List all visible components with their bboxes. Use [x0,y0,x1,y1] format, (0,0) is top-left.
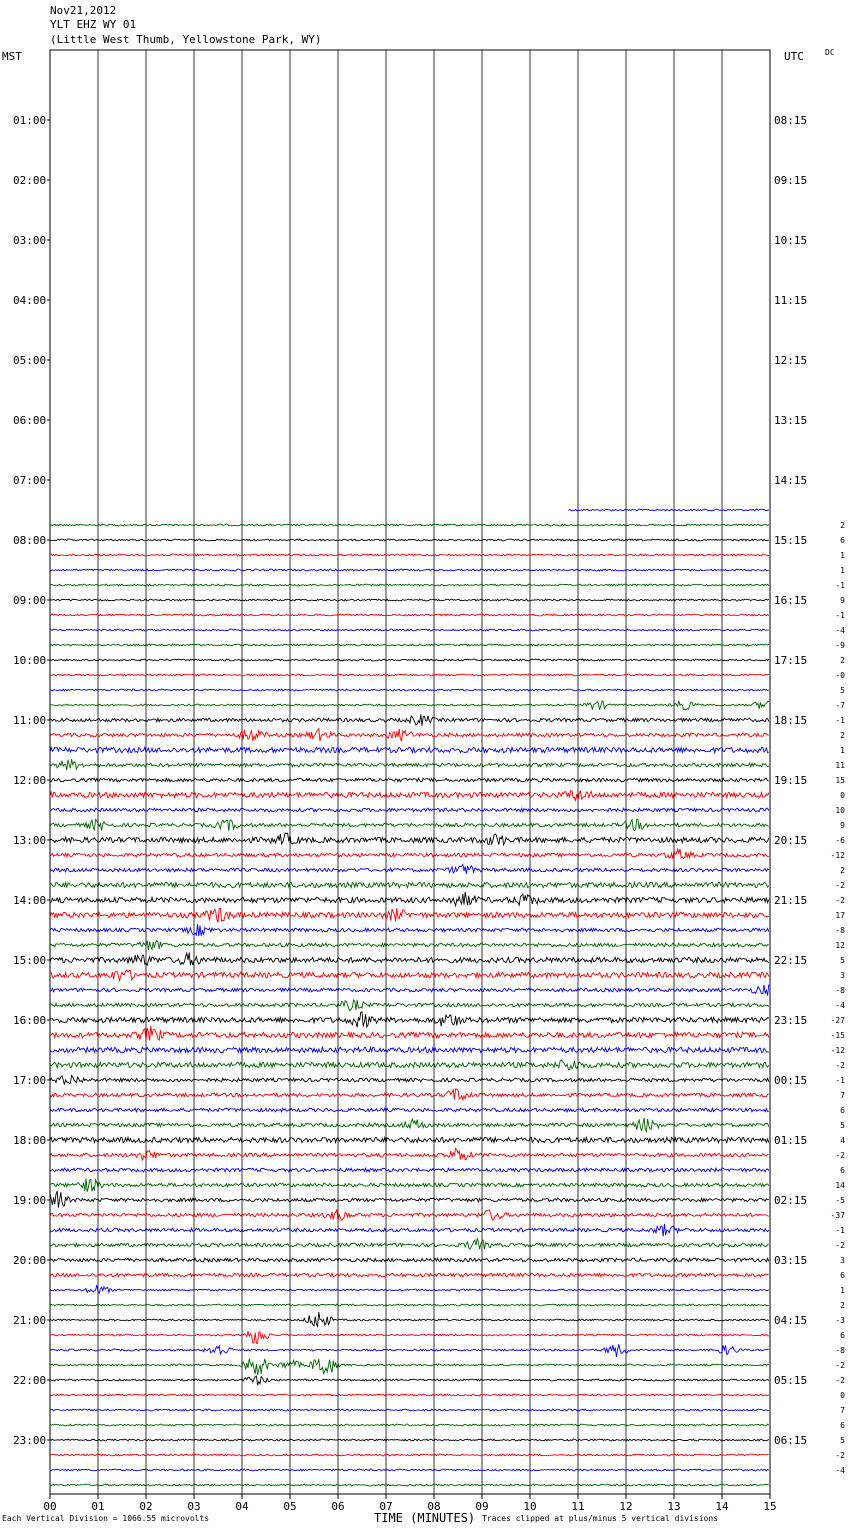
dc-offset-label: 6 [840,1331,845,1340]
seismic-trace-red [50,908,769,923]
seismic-trace-green [50,882,769,887]
left-hour-label: 23:00 [13,1434,47,1447]
left-hour-label: 06:00 [13,414,47,427]
dc-offset-label: 0 [840,791,845,800]
dc-offset-label: 4 [840,1136,845,1145]
right-hour-label: 01:15 [774,1134,808,1147]
left-hour-label: 08:00 [13,534,47,547]
seismic-trace-black [50,1376,769,1385]
dc-offset-label: 2 [840,731,845,740]
seismic-trace-black [50,1012,769,1027]
dc-offset-label: -4 [835,626,845,635]
chart-station-title: YLT EHZ WY 01 [50,18,137,31]
seismic-trace-red [50,1209,769,1221]
seismic-trace-red [50,1273,769,1277]
right-hour-label: 05:15 [774,1374,808,1387]
left-hour-label: 02:00 [13,174,47,187]
right-hour-label: 04:15 [774,1314,808,1327]
x-tick-label: 07 [379,1500,393,1513]
dc-offset-label: 1 [840,746,845,755]
right-hour-label: 03:15 [774,1254,808,1267]
right-hour-label: 20:15 [774,834,808,847]
right-hour-label: 09:15 [774,174,808,187]
left-hour-label: 12:00 [13,774,47,787]
dc-offset-label: 5 [840,956,845,965]
dc-offset-label: -5 [835,1196,845,1205]
right-hour-label: 17:15 [774,654,808,667]
dc-offset-label: 6 [840,1166,845,1175]
dc-offset-label: -4 [835,1001,845,1010]
right-axis-label: UTC [784,50,804,63]
dc-offset-label: 2 [840,521,845,530]
dc-offset-label: 3 [840,971,845,980]
right-hour-label: 18:15 [774,714,808,727]
dc-label: DC [825,48,835,57]
left-hour-label: 10:00 [13,654,47,667]
dc-offset-label: 9 [840,821,845,830]
seismic-trace-green [50,524,769,526]
seismic-trace-green [50,819,769,831]
dc-offset-label: 6 [840,1106,845,1115]
dc-offset-label: 7 [840,1091,845,1100]
dc-offset-label: -7 [835,701,845,710]
right-hour-label: 16:15 [774,594,808,607]
seismic-trace-blue [50,747,769,752]
dc-offset-label: 6 [840,1421,845,1430]
seismic-trace-red [50,729,769,742]
seismic-trace-green [50,1179,769,1192]
dc-offset-label: 2 [840,866,845,875]
seismic-trace-red [50,1331,769,1343]
dc-offset-label: -8 [835,1346,845,1355]
x-tick-label: 12 [619,1500,633,1513]
seismic-trace-red [50,849,769,859]
right-hour-label: 02:15 [774,1194,808,1207]
right-hour-label: 22:15 [774,954,808,967]
x-tick-label: 03 [187,1500,201,1513]
seismic-trace-black [50,833,769,845]
dc-offset-label: -2 [835,1451,845,1460]
dc-offset-label: -1 [835,716,845,725]
dc-offset-label: 1 [840,551,845,560]
x-tick-label: 01 [91,1500,105,1513]
seismic-trace-black [50,539,769,541]
dc-offset-label: -2 [835,896,845,905]
left-hour-label: 13:00 [13,834,47,847]
seismic-trace-red [50,1454,769,1456]
chart-date: Nov21,2012 [50,4,117,17]
seismic-trace-blue [50,1047,769,1052]
left-hour-label: 04:00 [13,294,47,307]
seismic-trace-green [50,1424,769,1426]
x-tick-label: 05 [283,1500,297,1513]
seismic-trace-green [50,1118,769,1132]
dc-offset-label: -2 [835,881,845,890]
seismic-trace-red [50,554,769,556]
seismic-trace-green [50,941,769,951]
seismic-trace-red [50,674,769,676]
seismic-trace-blue [50,1224,769,1237]
right-hour-label: 12:15 [774,354,808,367]
left-hour-label: 20:00 [13,1254,47,1267]
left-hour-label: 17:00 [13,1074,47,1087]
seismic-trace-blue [50,924,769,936]
seismic-trace-blue [50,629,769,631]
dc-offset-label: -2 [835,1061,845,1070]
dc-offset-label: 5 [840,1121,845,1130]
seismic-trace-blue [50,808,769,812]
seismic-trace-black [50,659,769,661]
x-axis-label: TIME (MINUTES) [374,1511,476,1525]
x-tick-label: 09 [475,1500,489,1513]
dc-offset-label: -2 [835,1241,845,1250]
seismic-trace-blue [50,865,769,874]
seismic-trace-red [50,1026,769,1041]
dc-offset-label: 7 [840,1406,845,1415]
dc-offset-label: -9 [835,641,845,650]
dc-offset-label: 6 [840,536,845,545]
left-hour-label: 19:00 [13,1194,47,1207]
dc-offset-label: 2 [840,656,845,665]
dc-offset-label: 14 [835,1181,845,1190]
x-tick-label: 06 [331,1500,345,1513]
seismic-trace-green [50,1000,769,1011]
dc-offset-label: -27 [830,1016,845,1025]
seismic-trace-blue [50,1108,769,1112]
left-hour-label: 11:00 [13,714,47,727]
right-hour-label: 19:15 [774,774,808,787]
x-tick-label: 04 [235,1500,249,1513]
dc-offset-label: 6 [840,1271,845,1280]
left-hour-label: 18:00 [13,1134,47,1147]
left-hour-label: 15:00 [13,954,47,967]
dc-offset-label: 11 [835,761,845,770]
dc-offset-label: -2 [835,1361,845,1370]
seismic-trace-green [50,1304,769,1306]
x-tick-label: 15 [763,1500,777,1513]
seismic-trace-black [50,1312,769,1326]
seismic-trace-green [50,1359,769,1375]
seismic-trace-green [50,1060,769,1070]
seismic-trace-blue [50,1168,769,1172]
dc-offset-label: 1 [840,566,845,575]
left-hour-label: 14:00 [13,894,47,907]
dc-offset-label: 0 [840,1391,845,1400]
seismic-trace-green [50,584,769,586]
right-hour-label: 21:15 [774,894,808,907]
seismic-trace-red [50,791,769,801]
right-hour-label: 08:15 [774,114,808,127]
chart-location: (Little West Thumb, Yellowstone Park, WY) [50,33,322,46]
right-hour-label: 13:15 [774,414,808,427]
seismic-trace-black [50,1191,769,1208]
seismic-trace-green [50,759,769,770]
dc-offset-label: -15 [830,1031,845,1040]
dc-offset-label: -12 [830,851,845,860]
dc-offset-label: 9 [840,596,845,605]
dc-offset-label: -1 [835,1226,845,1235]
left-hour-label: 01:00 [13,114,47,127]
dc-offset-label: 5 [840,686,845,695]
right-hour-label: 10:15 [774,234,808,247]
dc-offset-label: 15 [835,776,845,785]
seismic-trace-black [50,1439,769,1441]
seismic-trace-red [50,1148,769,1160]
seismic-trace-blue [50,1285,769,1293]
seismic-trace-red [50,1089,769,1100]
dc-offset-label: -1 [835,611,845,620]
left-hour-label: 16:00 [13,1014,47,1027]
dc-offset-label: 12 [835,941,845,950]
dc-offset-label: 5 [840,1436,845,1445]
seismic-trace-blue [50,1344,769,1357]
dc-offset-label: -2 [835,1376,845,1385]
x-tick-label: 02 [139,1500,153,1513]
plot-frame [50,50,770,1494]
seismic-trace-black [50,1075,769,1084]
dc-offset-label: 3 [840,1256,845,1265]
left-hour-label: 03:00 [13,234,47,247]
seismic-trace-black [50,599,769,601]
left-axis-label: MST [2,50,22,63]
seismic-trace-green [50,1239,769,1250]
left-hour-label: 22:00 [13,1374,47,1387]
right-hour-label: 23:15 [774,1014,808,1027]
clip-note: Traces clipped at plus/minus 5 vertical divisions [482,1514,719,1523]
seismic-trace-black [50,1258,769,1262]
dc-offset-label: -0 [835,671,845,680]
right-hour-label: 06:15 [774,1434,808,1447]
dc-offset-label: -12 [830,1046,845,1055]
dc-offset-label: -2 [835,1151,845,1160]
dc-offset-label: -1 [835,581,845,590]
seismic-trace-red [50,614,769,616]
right-hour-label: 11:15 [774,294,808,307]
left-hour-label: 21:00 [13,1314,47,1327]
seismic-trace-green [50,1484,769,1486]
vertical-division-note: Each Vertical Division = 1066.55 microvolts [2,1514,210,1523]
seismic-trace-red [50,970,769,981]
left-hour-label: 09:00 [13,594,47,607]
seismic-trace-black [50,953,769,966]
seismic-trace-blue [568,509,768,511]
seismic-trace-blue [50,569,769,571]
dc-offset-label: 1 [840,1286,845,1295]
x-tick-label: 11 [571,1500,585,1513]
dc-offset-label: -37 [830,1211,845,1220]
right-hour-label: 14:15 [774,474,808,487]
dc-offset-label: -8 [835,986,845,995]
x-tick-label: 10 [523,1500,537,1513]
dc-offset-label: 10 [835,806,845,815]
seismic-trace-blue [50,1469,769,1471]
x-tick-label: 08 [427,1500,441,1513]
seismic-trace-black [50,1137,769,1142]
seismic-trace-black [50,714,769,725]
dc-offset-label: -6 [835,836,845,845]
seismic-trace-green [50,701,769,710]
dc-offset-label: 2 [840,1301,845,1310]
right-hour-label: 15:15 [774,534,808,547]
seismic-trace-red [50,1394,769,1396]
x-tick-label: 00 [43,1500,57,1513]
right-hour-label: 00:15 [774,1074,808,1087]
x-tick-label: 14 [715,1500,729,1513]
left-hour-label: 07:00 [13,474,47,487]
seismic-trace-blue [50,985,769,996]
left-hour-label: 05:00 [13,354,47,367]
seismic-trace-black [50,892,769,906]
seismic-trace-green [50,644,769,646]
seismic-trace-blue [50,689,769,691]
dc-offset-label: -4 [835,1466,845,1475]
seismic-trace-blue [50,1409,769,1411]
dc-offset-label: -1 [835,1076,845,1085]
dc-offset-label: -8 [835,926,845,935]
dc-offset-label: -3 [835,1316,845,1325]
x-tick-label: 13 [667,1500,681,1513]
dc-offset-label: 17 [835,911,845,920]
seismic-trace-black [50,778,769,782]
